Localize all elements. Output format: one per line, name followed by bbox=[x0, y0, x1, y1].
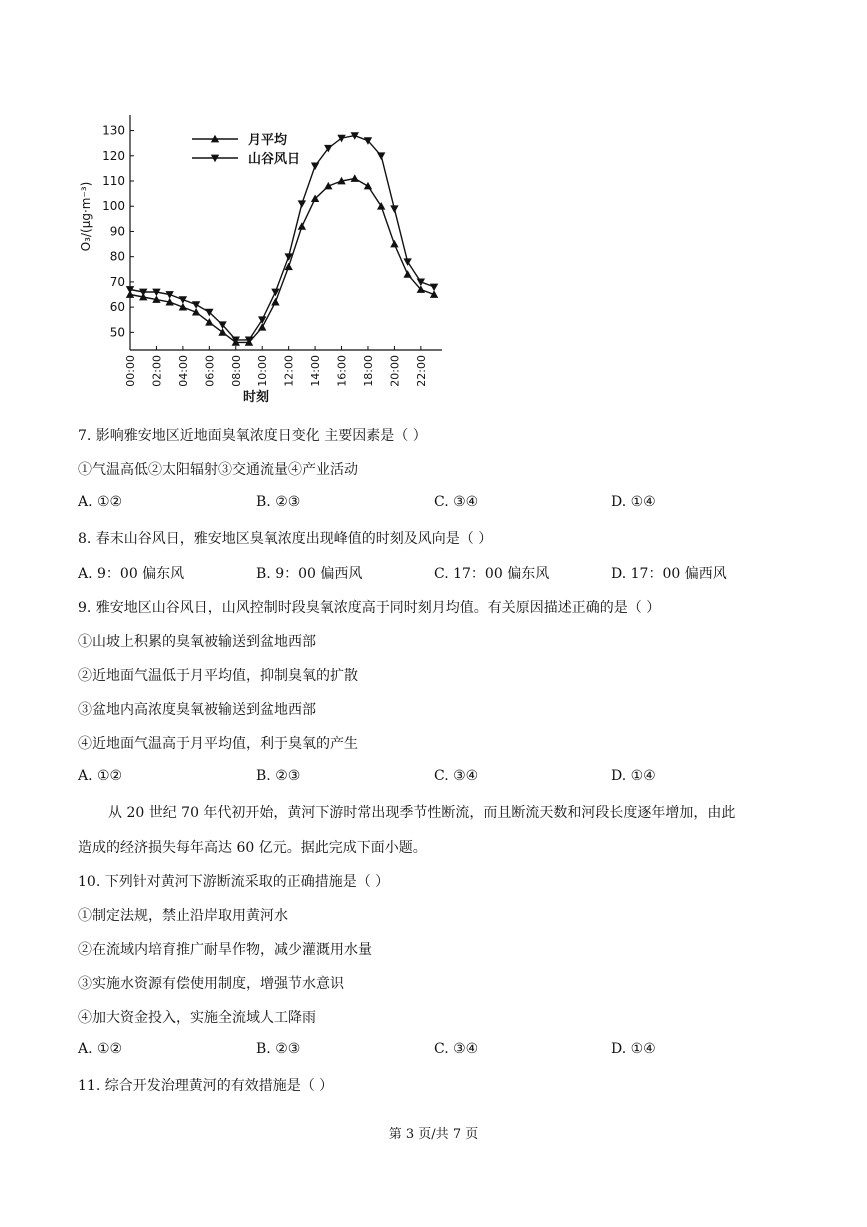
passage-line-1: 从 20 世纪 70 年代初开始，黄河下游时常出现季节性断流，而且断流天数和河段长度逐年增加，由此 bbox=[108, 805, 736, 821]
q9-choice-4: ④近地面气温高于月平均值，利于臭氧的产生 bbox=[78, 736, 358, 752]
q10-choice-2: ②在流域内培育推广耐旱作物，减少灌溉用水量 bbox=[78, 942, 372, 958]
y-tick-label: 110 bbox=[102, 174, 125, 189]
x-tick-label: 00:00 bbox=[124, 355, 137, 387]
chart-svg bbox=[70, 105, 460, 415]
q10-choice-1: ①制定法规，禁止沿岸取用黄河水 bbox=[78, 908, 288, 924]
x-axis-label: 时刻 bbox=[242, 390, 270, 405]
ozone-line-chart bbox=[70, 105, 460, 415]
q9-choice-2: ②近地面气温低于月平均值，抑制臭氧的扩散 bbox=[78, 668, 358, 684]
q10-option-a[interactable]: A. ①② bbox=[78, 1041, 123, 1057]
q8-stem: 8. 春末山谷风日，雅安地区臭氧浓度出现峰值的时刻及风向是（ ） bbox=[78, 531, 493, 547]
series-2-point bbox=[403, 258, 411, 266]
q9-option-d[interactable]: D. ①④ bbox=[611, 768, 656, 784]
q9-stem: 9. 雅安地区山谷风日，山风控制时段臭氧浓度高于同时刻月均值。有关原因描述正确的是（ ） bbox=[78, 600, 661, 616]
q10-option-c[interactable]: C. ③④ bbox=[434, 1041, 479, 1057]
y-tick-label: 90 bbox=[109, 224, 125, 239]
y-tick-label: 80 bbox=[109, 249, 125, 264]
series-line-1 bbox=[130, 179, 434, 343]
y-tick-label: 100 bbox=[102, 199, 125, 214]
q8-option-d[interactable]: D. 17：00 偏西风 bbox=[611, 566, 727, 582]
q10-stem: 10. 下列针对黄河下游断流采取的正确措施是（ ） bbox=[78, 874, 390, 890]
y-tick-label: 70 bbox=[109, 274, 125, 289]
x-tick-label: 22:00 bbox=[414, 355, 428, 387]
x-tick-label: 16:00 bbox=[335, 355, 349, 387]
q7-option-a[interactable]: A. ①② bbox=[78, 494, 123, 510]
series-2-point bbox=[390, 205, 398, 213]
y-tick-label: 120 bbox=[102, 148, 125, 163]
q7-option-b[interactable]: B. ②③ bbox=[256, 494, 301, 510]
q10-choice-3: ③实施水资源有偿使用制度，增强节水意识 bbox=[78, 976, 344, 992]
y-axis-label: O₃/(μg·m⁻³) bbox=[79, 181, 93, 252]
x-tick-label: 06:00 bbox=[203, 355, 217, 387]
q9-option-b[interactable]: B. ②③ bbox=[256, 768, 301, 784]
series-2-point bbox=[430, 284, 438, 292]
y-tick-label: 130 bbox=[102, 123, 125, 138]
series-1-point bbox=[351, 174, 359, 182]
y-tick-label: 60 bbox=[109, 300, 125, 315]
q9-option-c[interactable]: C. ③④ bbox=[434, 768, 479, 784]
q10-choice-4: ④加大资金投入，实施全流域人工降雨 bbox=[78, 1010, 316, 1026]
x-tick-label: 04:00 bbox=[176, 355, 190, 387]
q7-option-d[interactable]: D. ①④ bbox=[611, 494, 656, 510]
q7-option-c[interactable]: C. ③④ bbox=[434, 494, 479, 510]
q10-option-b[interactable]: B. ②③ bbox=[256, 1041, 301, 1057]
series-2-point bbox=[298, 200, 306, 208]
q10-option-d[interactable]: D. ①④ bbox=[611, 1041, 656, 1057]
legend-label-2: 山谷风日 bbox=[248, 152, 301, 167]
series-2-point bbox=[192, 301, 200, 309]
q7-choices: ①气温高低②太阳辐射③交通流量④产业活动 bbox=[78, 462, 358, 478]
x-tick-label: 20:00 bbox=[388, 355, 402, 387]
page-number: 第 3 页/共 7 页 bbox=[388, 1127, 479, 1142]
series-1-point bbox=[364, 182, 372, 190]
x-tick-label: 12:00 bbox=[282, 355, 296, 387]
y-tick-label: 50 bbox=[109, 325, 125, 340]
series-2-point bbox=[311, 163, 319, 171]
q8-option-a[interactable]: A. 9：00 偏东风 bbox=[78, 566, 185, 582]
q7-stem: 7. 影响雅安地区近地面臭氧浓度日变化 主要因素是（ ） bbox=[78, 428, 427, 444]
q9-option-a[interactable]: A. ①② bbox=[78, 768, 123, 784]
q11-stem: 11. 综合开发治理黄河的有效措施是（ ） bbox=[78, 1078, 334, 1094]
series-1-point bbox=[377, 202, 385, 210]
series-2-point bbox=[377, 152, 385, 160]
q9-choice-1: ①山坡上积累的臭氧被输送到盆地西部 bbox=[78, 634, 316, 650]
passage-line-2: 造成的经济损失每年高达 60 亿元。据此完成下面小题。 bbox=[78, 840, 427, 856]
x-tick-label: 14:00 bbox=[309, 355, 323, 387]
x-tick-label: 08:00 bbox=[229, 355, 243, 387]
q8-option-c[interactable]: C. 17：00 偏东风 bbox=[434, 566, 550, 582]
q9-choice-3: ③盆地内高浓度臭氧被输送到盆地西部 bbox=[78, 702, 316, 718]
x-tick-label: 18:00 bbox=[361, 355, 375, 387]
series-1-point bbox=[403, 270, 411, 278]
series-1-point bbox=[298, 222, 306, 230]
series-1-point bbox=[390, 240, 398, 248]
x-tick-label: 02:00 bbox=[150, 355, 164, 387]
x-tick-label: 10:00 bbox=[256, 355, 270, 387]
q8-option-b[interactable]: B. 9：00 偏西风 bbox=[256, 566, 363, 582]
legend-label-1: 月平均 bbox=[248, 133, 288, 148]
